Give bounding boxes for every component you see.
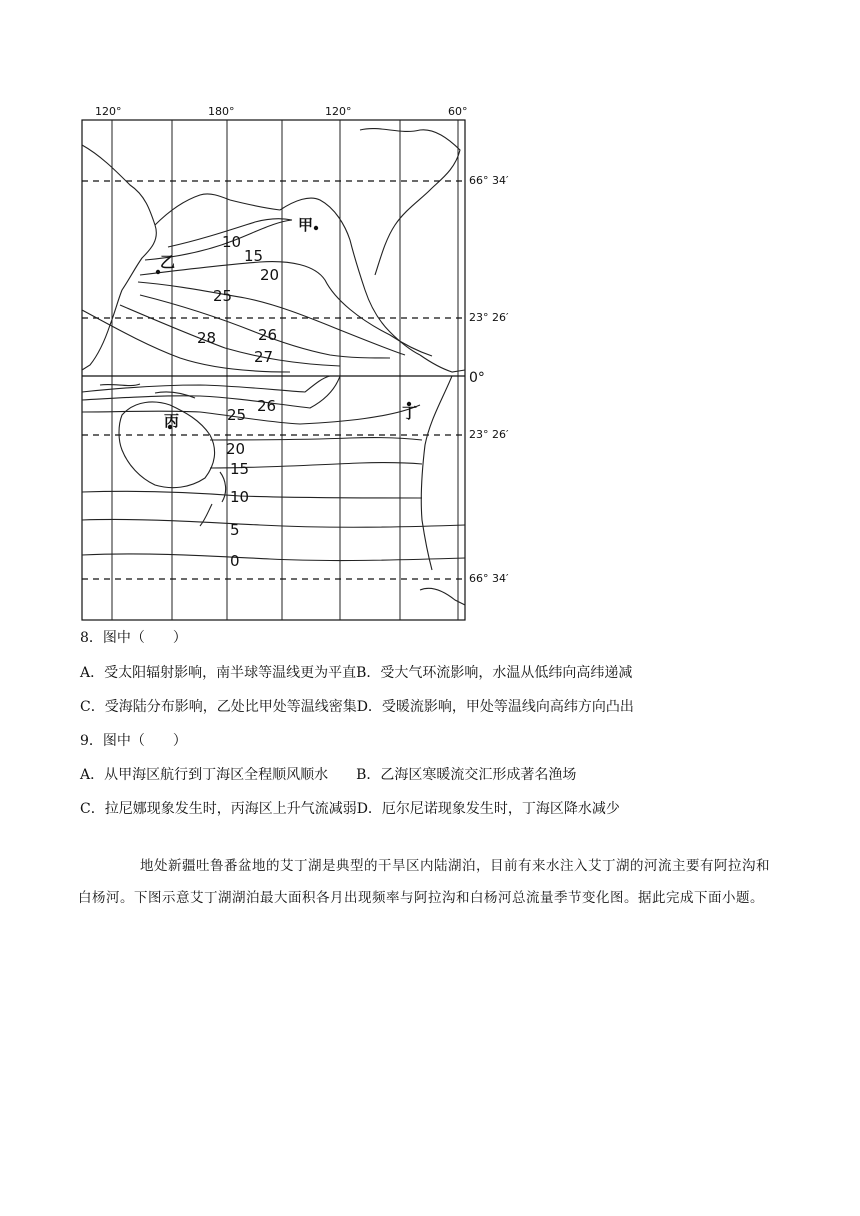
isotherm-label: 27 bbox=[254, 348, 274, 366]
isotherm-label: 26 bbox=[258, 326, 278, 344]
latitude-label: 0° bbox=[469, 370, 485, 386]
map-frame bbox=[82, 120, 465, 620]
pacific-isotherm-map bbox=[60, 100, 520, 622]
question-8-option-cd: C．受海陆分布影响，乙处比甲处等温线密集D．受暖流影响，甲处等温线向高纬方向凸出 bbox=[80, 699, 634, 715]
coastlines bbox=[82, 129, 465, 605]
isotherm-label: 20 bbox=[226, 440, 246, 458]
isotherm-label: 10 bbox=[230, 488, 250, 506]
question-9-stem: 9．图中（ ） bbox=[80, 733, 187, 749]
place-label-yi: 乙 bbox=[160, 253, 176, 271]
latitude-label: 23° 26′ bbox=[469, 311, 509, 324]
longitude-label: 120° bbox=[325, 105, 352, 118]
latitude-label: 66° 34′ bbox=[469, 174, 509, 187]
place-markers bbox=[156, 226, 411, 429]
question-9-option-cd: C．拉尼娜现象发生时，丙海区上升气流减弱D．厄尔尼诺现象发生时，丁海区降水减少 bbox=[80, 801, 620, 817]
place-label-jia: 甲 bbox=[298, 216, 314, 234]
longitude-label: 120° bbox=[95, 105, 122, 118]
longitude-label: 60° bbox=[448, 105, 468, 118]
question-8-stem: 8．图中（ ） bbox=[80, 630, 187, 646]
isotherm-label: 25 bbox=[227, 406, 247, 424]
reading-passage: 地处新疆吐鲁番盆地的艾丁湖是典型的干旱区内陆湖泊，目前有来水注入艾丁湖的河流主要有阿拉沟和白杨河。下图示意艾丁湖湖泊最大面积各月出现频率与阿拉沟和白杨河总流量季节变化图。据此完成下面小题。 bbox=[78, 858, 770, 906]
isotherm-label: 28 bbox=[197, 329, 217, 347]
place-label-bing: 丙 bbox=[164, 412, 180, 430]
isotherm-label: 10 bbox=[222, 233, 242, 251]
latitude-label: 23° 26′ bbox=[469, 428, 509, 441]
isotherm-label: 26 bbox=[257, 397, 277, 415]
isotherm-label: 5 bbox=[230, 521, 240, 539]
place-label-ding: 丁 bbox=[402, 404, 418, 422]
isotherm-label: 20 bbox=[260, 266, 280, 284]
isotherm-label: 15 bbox=[230, 460, 250, 478]
isotherm-label: 15 bbox=[244, 247, 264, 265]
question-9-option-ab: A．从甲海区航行到丁海区全程顺风顺水 B．乙海区寒暖流交汇形成著名渔场 bbox=[80, 767, 577, 783]
isotherm-label: 25 bbox=[213, 287, 233, 305]
longitude-label: 180° bbox=[208, 105, 235, 118]
meridian-lines bbox=[112, 120, 458, 620]
latitude-label: 66° 34′ bbox=[469, 572, 509, 585]
question-8-option-ab: A．受太阳辐射影响，南半球等温线更为平直B．受大气环流影响，水温从低纬向高纬递减 bbox=[80, 665, 633, 681]
isotherm-label: 0 bbox=[230, 552, 240, 570]
